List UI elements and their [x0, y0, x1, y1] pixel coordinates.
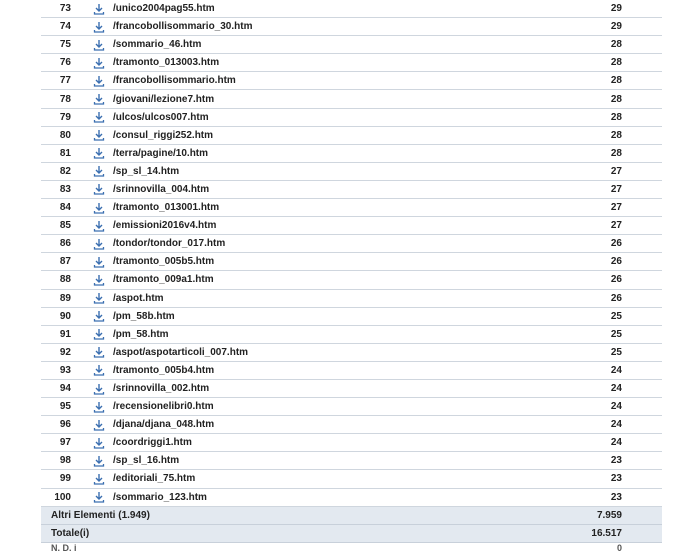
row-url-link[interactable]: /francobollisommario.htm	[113, 75, 236, 87]
row-hits: 24	[610, 401, 622, 413]
row-hits: 26	[610, 238, 622, 250]
download-icon[interactable]	[89, 346, 109, 358]
download-icon[interactable]	[89, 129, 109, 141]
table-row	[41, 217, 662, 235]
table-row	[41, 72, 662, 90]
row-rank: 85	[59, 220, 71, 232]
table-row	[41, 434, 662, 452]
row-hits: 26	[610, 292, 622, 304]
row-rank: 93	[59, 364, 71, 376]
row-url-link[interactable]: /editoriali_75.htm	[113, 473, 196, 485]
row-rank: 98	[59, 455, 71, 467]
row-hits: 23	[610, 473, 622, 485]
row-rank: 89	[59, 292, 71, 304]
other-elements-row	[41, 507, 662, 525]
download-icon[interactable]	[89, 292, 109, 304]
row-hits: 27	[610, 183, 622, 195]
download-icon[interactable]	[89, 165, 109, 177]
partial-label: N. D. i	[51, 542, 77, 551]
table-row	[41, 344, 662, 362]
table-row	[41, 416, 662, 434]
download-icon[interactable]	[89, 401, 109, 413]
row-url-link[interactable]: /tramonto_009a1.htm	[113, 274, 214, 286]
row-hits: 28	[610, 39, 622, 51]
total-label: Totale(i)	[51, 527, 90, 539]
table-row	[41, 290, 662, 308]
row-url-link[interactable]: /recensionelibri0.htm	[113, 401, 214, 413]
row-url-link[interactable]: /sommario_46.htm	[113, 39, 202, 51]
row-rank: 84	[59, 202, 71, 214]
row-rank: 82	[59, 165, 71, 177]
row-rank: 73	[59, 3, 71, 15]
row-hits: 28	[610, 75, 622, 87]
table-body	[41, 0, 662, 507]
download-icon[interactable]	[89, 220, 109, 232]
row-rank: 91	[59, 328, 71, 340]
row-url-link[interactable]: /giovani/lezione7.htm	[113, 93, 215, 105]
row-hits: 24	[610, 437, 622, 449]
table-row	[41, 398, 662, 416]
row-rank: 99	[59, 473, 71, 485]
row-rank: 88	[59, 274, 71, 286]
row-url-link[interactable]: /ulcos/ulcos007.htm	[113, 111, 209, 123]
download-icon[interactable]	[89, 111, 109, 123]
row-hits: 25	[610, 346, 622, 358]
row-rank: 95	[59, 401, 71, 413]
row-rank: 96	[59, 419, 71, 431]
table-row	[41, 90, 662, 108]
row-hits: 23	[610, 491, 622, 503]
table-row	[41, 145, 662, 163]
row-url-link[interactable]: /tramonto_005b4.htm	[113, 364, 215, 376]
row-url-link[interactable]: /tondor/tondor_017.htm	[113, 238, 226, 250]
table-row	[41, 362, 662, 380]
table-row	[41, 163, 662, 181]
row-url-link[interactable]: /djana/djana_048.htm	[113, 419, 215, 431]
row-rank: 100	[54, 491, 71, 503]
download-icon[interactable]	[89, 147, 109, 159]
row-rank: 86	[59, 238, 71, 250]
download-icon[interactable]	[89, 328, 109, 340]
row-url-link[interactable]: /aspot.htm	[113, 292, 164, 304]
download-icon[interactable]	[89, 310, 109, 322]
row-rank: 87	[59, 256, 71, 268]
table-row	[41, 54, 662, 72]
download-icon[interactable]	[89, 183, 109, 195]
download-icon[interactable]	[89, 437, 109, 449]
row-url-link[interactable]: /tramonto_005b5.htm	[113, 256, 215, 268]
row-url-link[interactable]: /sp_sl_14.htm	[113, 165, 180, 177]
row-hits: 28	[610, 57, 622, 69]
row-url-link[interactable]: /sommario_123.htm	[113, 491, 207, 503]
row-hits: 24	[610, 383, 622, 395]
download-icon[interactable]	[89, 383, 109, 395]
table-row	[41, 127, 662, 145]
row-url-link[interactable]: /tramonto_013001.htm	[113, 202, 220, 214]
row-hits: 27	[610, 165, 622, 177]
download-icon[interactable]	[89, 274, 109, 286]
row-url-link[interactable]: /pm_58.htm	[113, 328, 169, 340]
table-row	[41, 380, 662, 398]
table-row	[41, 326, 662, 344]
download-icon[interactable]	[89, 238, 109, 250]
table-row	[41, 0, 662, 18]
other-elements-label: Altri Elementi (1.949)	[51, 509, 150, 521]
download-icon[interactable]	[89, 93, 109, 105]
row-hits: 27	[610, 202, 622, 214]
row-rank: 76	[59, 57, 71, 69]
download-icon[interactable]	[89, 21, 109, 33]
row-rank: 78	[59, 93, 71, 105]
table-row	[41, 308, 662, 326]
row-hits: 28	[610, 93, 622, 105]
download-icon[interactable]	[89, 473, 109, 485]
download-icon[interactable]	[89, 256, 109, 268]
row-rank: 75	[59, 39, 71, 51]
row-url-link[interactable]: /emissioni2016v4.htm	[113, 220, 217, 232]
row-rank: 77	[59, 75, 71, 87]
row-hits: 23	[610, 455, 622, 467]
row-hits: 28	[610, 111, 622, 123]
row-hits: 24	[610, 364, 622, 376]
row-url-link[interactable]: /srinnovilla_002.htm	[113, 383, 210, 395]
row-hits: 29	[610, 3, 622, 15]
row-rank: 97	[59, 437, 71, 449]
row-url-link[interactable]: /pm_58b.htm	[113, 310, 175, 322]
table-row	[41, 452, 662, 470]
total-value: 16.517	[591, 527, 622, 539]
row-url-link[interactable]: /srinnovilla_004.htm	[113, 183, 210, 195]
table-row	[41, 18, 662, 36]
row-hits: 29	[610, 21, 622, 33]
download-icon[interactable]	[89, 57, 109, 69]
row-hits: 26	[610, 256, 622, 268]
row-rank: 83	[59, 183, 71, 195]
row-url-link[interactable]: /aspot/aspotarticoli_007.htm	[113, 346, 249, 358]
table-row	[41, 253, 662, 271]
row-hits: 25	[610, 310, 622, 322]
total-row	[41, 525, 662, 543]
row-hits: 26	[610, 274, 622, 286]
row-url-link[interactable]: /tramonto_013003.htm	[113, 57, 220, 69]
table-row	[41, 36, 662, 54]
table-row	[41, 109, 662, 127]
row-url-link[interactable]: /unico2004pag55.htm	[113, 3, 215, 15]
download-icon[interactable]	[89, 202, 109, 214]
table-row	[41, 271, 662, 289]
table-row	[41, 199, 662, 217]
download-icon[interactable]	[89, 75, 109, 87]
row-rank: 80	[59, 129, 71, 141]
other-elements-value: 7.959	[596, 509, 622, 521]
row-hits: 25	[610, 328, 622, 340]
row-hits: 28	[610, 147, 622, 159]
row-rank: 92	[59, 346, 71, 358]
download-icon[interactable]	[89, 364, 109, 376]
table-row	[41, 181, 662, 199]
row-hits: 24	[610, 419, 622, 431]
row-url-link[interactable]: /francobollisommario_30.htm	[113, 21, 253, 33]
table-row	[41, 235, 662, 253]
download-icon[interactable]	[89, 39, 109, 51]
row-rank: 79	[59, 111, 71, 123]
row-rank: 90	[59, 310, 71, 322]
download-icon[interactable]	[89, 491, 109, 503]
row-url-link[interactable]: /consul_riggi252.htm	[113, 129, 214, 141]
download-icon[interactable]	[89, 455, 109, 467]
row-rank: 94	[59, 383, 71, 395]
row-rank: 81	[59, 147, 71, 159]
row-url-link[interactable]: /sp_sl_16.htm	[113, 455, 180, 467]
row-hits: 28	[610, 129, 622, 141]
partial-row	[41, 543, 662, 551]
url-stats-table	[41, 0, 662, 551]
row-url-link[interactable]: /coordriggi1.htm	[113, 437, 192, 449]
row-rank: 74	[59, 21, 71, 33]
partial-value: 0	[616, 542, 622, 551]
row-hits: 27	[610, 220, 622, 232]
table-row	[41, 489, 662, 507]
download-icon[interactable]	[89, 3, 109, 15]
table-row	[41, 470, 662, 488]
row-url-link[interactable]: /terra/pagine/10.htm	[113, 147, 209, 159]
download-icon[interactable]	[89, 419, 109, 431]
